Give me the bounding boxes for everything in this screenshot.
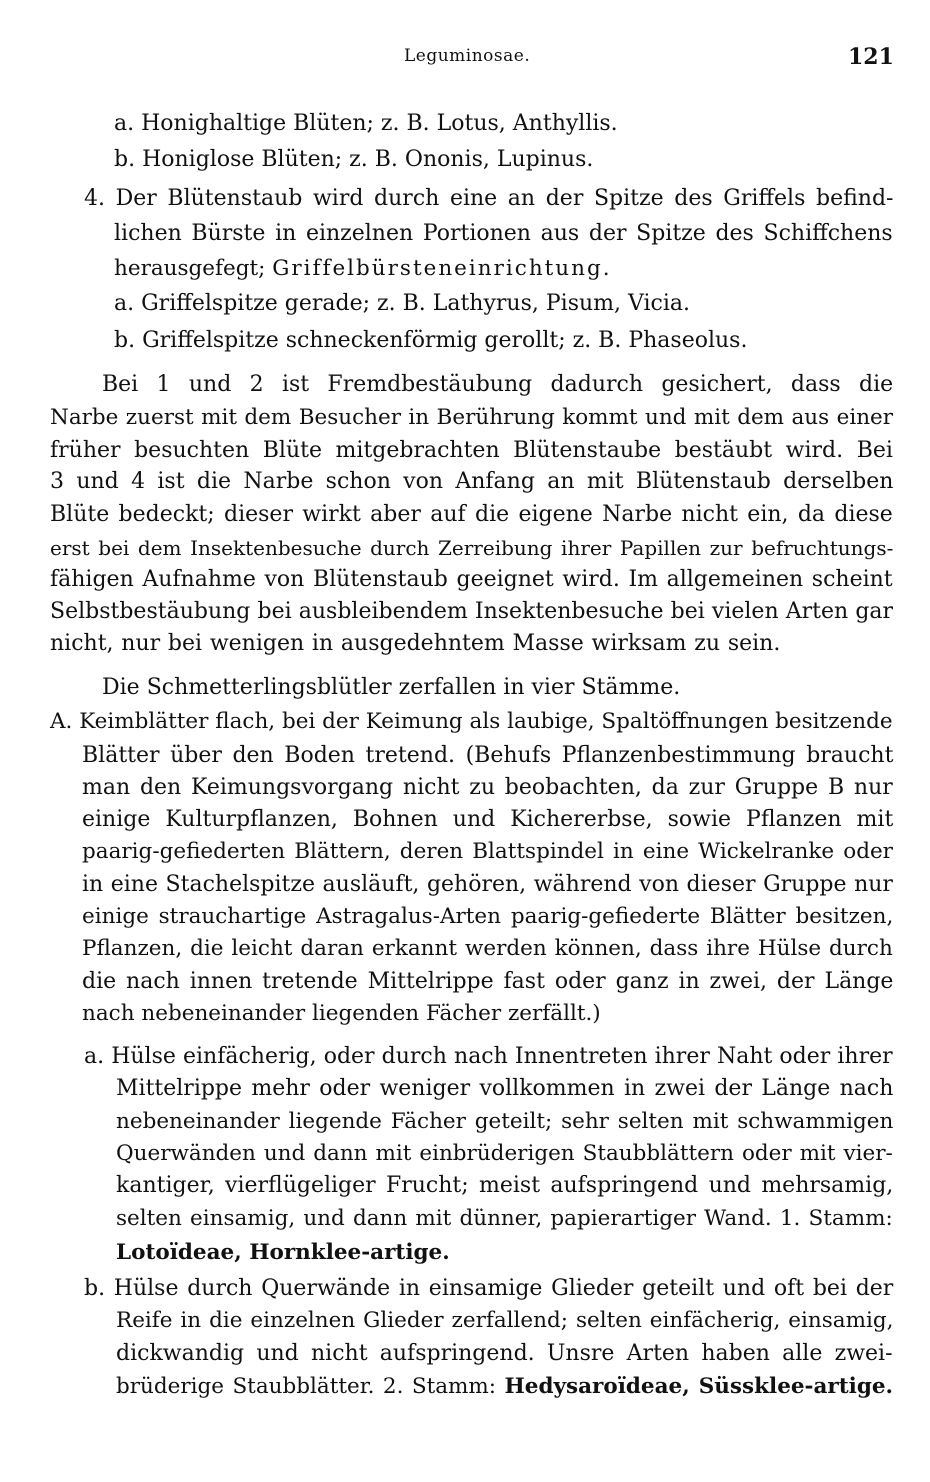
text-line: Blüte bedeckt; dieser wirkt aber auf die eigene Narbe nicht ein, da diese <box>50 502 893 527</box>
text-line: b. Honiglose Blüten; z. B. Ononis, Lupinus. <box>114 147 594 172</box>
text-line: kantiger, vierflügeliger Frucht; meist aufspringend und mehrsamig, <box>116 1173 894 1198</box>
text-line: a. Honighaltige Blüten; z. B. Lotus, Anthyllis. <box>114 111 618 136</box>
text-line: fähigen Aufnahme von Blütenstaub geeignet wird. Im allgemeinen scheint <box>50 567 893 592</box>
text-line: Blätter über den Boden tretend. (Behufs Pflanzenbestimmung braucht <box>82 743 894 768</box>
text-line: Reife in die einzelnen Glieder zerfallend; selten einfächerig, einsamig, <box>116 1308 894 1333</box>
text-line: dickwandig und nicht aufspringend. Unsre Arten haben alle zwei- <box>116 1341 893 1366</box>
text-line: erst bei dem Insektenbesuche durch Zerreibung ihrer Papillen zur befruchtungs- <box>50 536 894 560</box>
text-line: paarig-gefiederten Blättern, deren Blattspindel in eine Wickelranke oder <box>82 839 893 864</box>
text-line: selten einsamig, und dann mit dünner, papierartiger Wand. 1. Stamm: <box>116 1206 893 1231</box>
text-line: nebeneinander liegende Fächer geteilt; sehr selten mit schwammigen <box>116 1109 894 1134</box>
text-line: herausgefegt; Griffelbürsteneinrichtung. <box>114 256 610 281</box>
text-line: brüderige Staubblätter. 2. Stamm: Hedysaroïdeae, Süssklee-artige. <box>116 1374 894 1399</box>
text-line: einige strauchartige Astragalus-Arten paarig-gefiederte Blätter besitzen, <box>82 904 894 929</box>
text-line: Pflanzen, die leicht daran erkannt werden können, dass ihre Hülse durch <box>82 936 893 961</box>
text-line: 4. Der Blütenstaub wird durch eine an der Spitze des Griffels befind- <box>84 186 894 211</box>
text-line: Selbstbestäubung bei ausbleibendem Insektenbesuche bei vielen Arten gar <box>50 599 894 624</box>
text-line: Bei 1 und 2 ist Fremdbestäubung dadurch gesichert, dass die <box>102 372 894 397</box>
text-line: Querwänden und dann mit einbrüderigen Staubblättern oder mit vier- <box>116 1141 893 1166</box>
text-line: lichen Bürste in einzelnen Portionen aus der Spitze des Schiffchens <box>114 221 893 246</box>
text-line: nicht, nur bei wenigen in ausgedehntem Masse wirksam zu sein. <box>50 631 781 656</box>
text-line: Die Schmetterlingsblütler zerfallen in vier Stämme. <box>102 675 681 700</box>
tribe-name: Lotoïdeae, Hornklee-artige. <box>116 1240 450 1265</box>
text-line: nach nebeneinander liegenden Fächer zerfällt.) <box>82 1001 601 1026</box>
text-line: in eine Stachelspitze ausläuft, gehören, während von dieser Gruppe nur <box>82 872 893 897</box>
text-line: Narbe zuerst mit dem Besucher in Berührung kommt und mit dem aus einer <box>50 405 894 430</box>
text-line: früher besuchten Blüte mitgebrachten Blütenstaube bestäubt wird. Bei <box>50 438 893 463</box>
text-line: 3 und 4 ist die Narbe schon von Anfang an mit Blütenstaub derselben <box>50 469 894 494</box>
tribe-name: Hedysaroïdeae, Süssklee-artige. <box>504 1374 894 1399</box>
text-line: man den Keimungsvorgang nicht zu beobachten, da zur Gruppe B nur <box>82 775 893 800</box>
text-line <box>116 1237 456 1269</box>
text-line: A. Keimblätter flach, bei der Keimung als laubige, Spaltöffnungen besitzende <box>50 709 893 734</box>
running-header-title: Leguminosae. <box>404 46 531 66</box>
text-line: b. Hülse durch Querwände in einsamige Glieder geteilt und oft bei der <box>84 1276 894 1301</box>
text-line: a. Griffelspitze gerade; z. B. Lathyrus, Pisum, Vicia. <box>114 291 691 316</box>
page-number: 121 <box>848 44 894 70</box>
text-line: Mittelrippe mehr oder weniger vollkommen in zwei der Länge nach <box>116 1076 894 1101</box>
text-line: a. Hülse einfächerig, oder durch nach Innentreten ihrer Naht oder ihrer <box>84 1044 893 1069</box>
text-line: b. Griffelspitze schneckenförmig gerollt; z. B. Phaseolus. <box>114 328 748 353</box>
text-line: einige Kulturpflanzen, Bohnen und Kichererbse, sowie Pflanzen mit <box>82 807 894 832</box>
text-line: die nach innen tretende Mittelrippe fast oder ganz in zwei, der Länge <box>82 969 894 994</box>
spaced-term: Griffelbürsteneinrichtung <box>272 256 603 281</box>
